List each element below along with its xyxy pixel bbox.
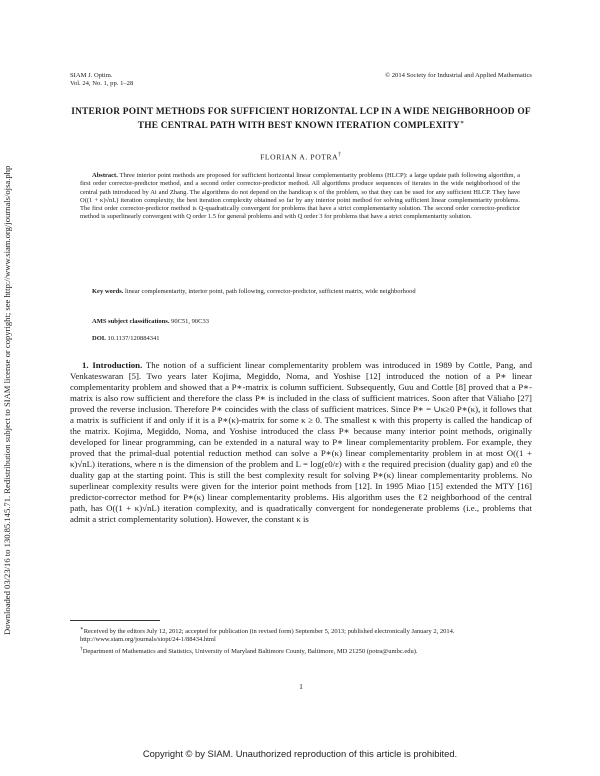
doi-label: DOI. <box>92 335 106 342</box>
paper-author <box>70 152 532 162</box>
introduction-section <box>70 360 532 525</box>
doi-text: 10.1137/120884341 <box>107 335 160 342</box>
title-footnote-mark: ∗ <box>459 120 465 126</box>
footnote-url[interactable]: http://www.siam.org/journals/siopt/24-1/88434.html <box>80 636 216 644</box>
ams-classifications <box>80 318 520 325</box>
journal-name: SIAM J. Optim. <box>70 72 113 79</box>
paper-title-text: INTERIOR POINT METHODS FOR SUFFICIENT HORIZONTAL LCP IN A WIDE NEIGHBORHOOD OF THE CENTRAL PATH WITH BEST KNOWN ITERATION COMPLEXITY <box>71 107 531 132</box>
introduction-text: The notion of a sufficient linear complementarity problem was introduced in 1989 by Cottle, Pang, and Venkateswaran [5]. Two years later Kojima, Megiddo, Noma, and Yoshise [12] introduced the notion of a P∗ linear complementarity problem and showed that a P∗-matrix is column sufficient. Subsequently, Guu and Cottle [8] proved that a P∗-matrix is also row sufficient and therefore the class P∗ is included in the class of sufficient matrices. Soon after that Väliaho [27] proved the reverse inclusion. Therefore P∗ coincides with the class of sufficient matrices. Since P∗ = ∪κ≥0 P∗(κ), it follows that a matrix is sufficient if and only if it is a P∗(κ)-matrix for some κ ≥ 0. The smallest κ with this property is called the handicap of the matrix. Kojima, Megiddo, Noma, and Yoshise introduced the class P∗ because many interior point methods, originally developed for linear programming, can be extended in a natural way to P∗ linear complementarity problem. For example, they proved that the primal-dual potential reduction method can solve a P∗(κ) linear complementarity problem in at most O((1 + κ)√nL) iterations, where n is the dimension of the problem and L = log(ε0/ε) with ε the required precision (duality gap) and ε0 the duality gap at the starting point. This is still the best complexity result for solving P∗(κ) linear complementarity problems. No superlinear complexity results were given for the interior point methods from [12]. In 1995 Miao [15] extended the MTY [16] predictor-corrector method for P∗(κ) linear complementarity problems. His algorithm uses the ℓ2 neighborhood of the central path, has O((1 + κ)√nL) iteration complexity, and is quadratically convergent for nondegenerate problems (i.e., problems that admit a strict complementarity solution). However, the constant κ is <box>70 360 532 524</box>
footnote-department: Department of Mathematics and Statistics, University of Maryland Baltimore County, Baltimore, MD 21250 (potra@umbc.edu). <box>82 647 418 655</box>
author-name: FLORIAN A. POTRA <box>260 152 339 162</box>
page-number: 1 <box>299 682 303 691</box>
footnote-divider <box>70 620 160 621</box>
abstract-label: Abstract. <box>92 172 118 179</box>
download-side-note: Downloaded 03/23/16 to 130.85.145.71. Redistribution subject to SIAM license or copyright; see http://www.siam.org/journals/ojsa.php <box>2 165 12 635</box>
paper-title <box>70 107 532 132</box>
abstract-text: Three interior point methods are proposed for sufficient horizontal linear complementarity problems (HLCP): a large update path following algorithm, a first order corrector-predictor method, and a second order corrector-predictor method. All algorithms produce sequences of iterates in the wide neighborhood of the central path introduced by Ai and Zhang. The algorithms do not depend on the handicap κ of the problem, so that they can be used for any sufficient HLCP. They have O((1 + κ)√nL) iteration complexity, the best iteration complexity obtained so far by any interior point method for solving sufficient linear complementarity problems. The first order corrector-predictor method is Q-quadratically convergent for problems that have a strict complementarity solution. The second order corrector-predictor method is superlinearly convergent with Q order 1.5 for general problems and with Q order 3 for problems that have a strict complementarity solution. <box>80 172 520 221</box>
journal-header <box>70 72 133 88</box>
copyright-header: © 2014 Society for Industrial and Applied Mathematics <box>385 72 532 79</box>
keywords <box>80 288 520 296</box>
footnote-received: Received by the editors July 12, 2012; accepted for publication (in revised form) September 5, 2013; published electronically January 2, 2014. <box>83 628 455 636</box>
introduction-heading: 1. Introduction. <box>82 360 143 370</box>
author-footnote-mark: † <box>338 152 342 158</box>
ams-text: 90C51, 90C33 <box>171 318 210 325</box>
keywords-text: linear complementarity, interior point, path following, corrector-predictor, sufficient matrix, wide neighborhood <box>125 288 416 295</box>
journal-volume: Vol. 24, No. 1, pp. 1–28 <box>70 80 134 87</box>
keywords-label: Key words. <box>92 288 124 295</box>
abstract <box>80 172 520 222</box>
ams-label: AMS subject classifications. <box>92 318 170 325</box>
footnotes: ∗Received by the editors July 12, 2012; accepted for publication (in revised form) September 5, 2013; published electronically January 2, 2014. http://www.siam.org/journals/siopt/24-1/88434.html †Department of Mathematics and Statistics, University of Maryland Baltimore County, Baltimore, MD 21250 (potra@umbc.edu). <box>80 626 455 655</box>
copyright-footer: Copyright © by SIAM. Unauthorized reproduction of this article is prohibited. <box>142 748 458 759</box>
doi <box>80 335 520 342</box>
